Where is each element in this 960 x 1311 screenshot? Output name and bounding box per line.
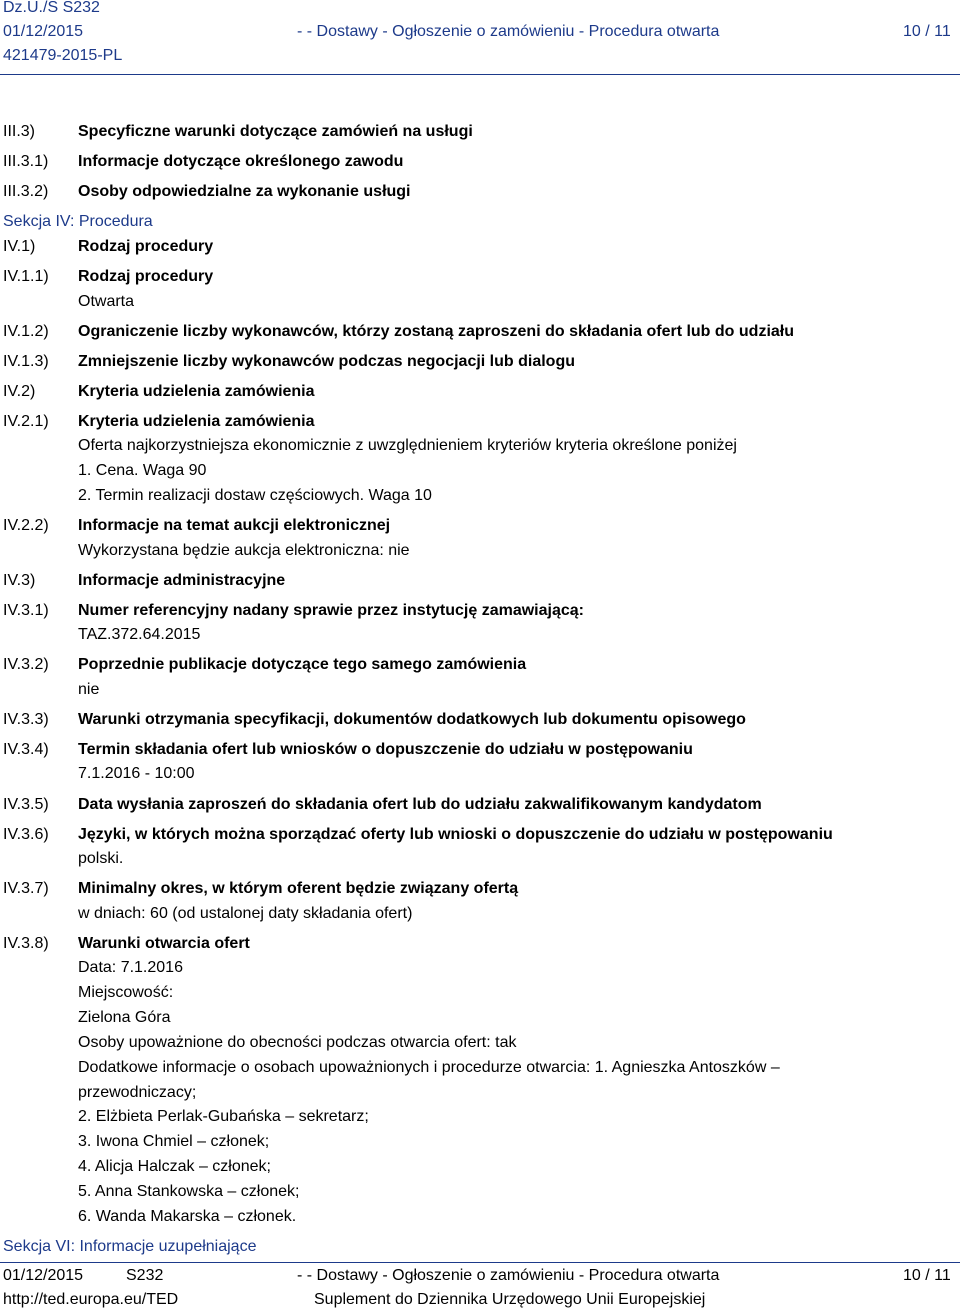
item-value: Zielona Góra	[78, 1009, 171, 1026]
item-value: 1. Cena. Waga 90	[78, 462, 207, 479]
item-heading: Informacje dotyczące określonego zawodu	[78, 153, 404, 170]
item-value: 6. Wanda Makarska – członek.	[78, 1208, 297, 1225]
item-heading: Kryteria udzielenia zamówienia	[78, 383, 315, 400]
section-number: IV.3.8)	[3, 935, 49, 952]
section-number: IV.1.3)	[3, 353, 49, 370]
footer-divider	[0, 1262, 960, 1263]
item-value: 2. Elżbieta Perlak-Gubańska – sekretarz;	[78, 1108, 369, 1125]
item-value: 3. Iwona Chmiel – członek;	[78, 1133, 270, 1150]
section-number: IV.3.7)	[3, 880, 49, 897]
item-value: Otwarta	[78, 293, 135, 310]
section-number: IV.3.2)	[3, 656, 49, 673]
item-value: 4. Alicja Halczak – członek;	[78, 1158, 271, 1175]
section-number: III.3.2)	[3, 183, 49, 200]
item-heading: Data wysłania zaproszeń do składania ofert lub do udziału zakwalifikowanym kandydatom	[78, 796, 762, 813]
footer-title: - - Dostawy - Ogłoszenie o zamówieniu - Procedura otwarta	[297, 1267, 720, 1284]
item-value: Oferta najkorzystniejsza ekonomicznie z uwzględnieniem kryteriów kryteria określone poniżej	[78, 437, 737, 454]
section-heading: Sekcja VI: Informacje uzupełniające	[3, 1238, 257, 1255]
item-heading: Numer referencyjny nadany sprawie przez instytucję zamawiającą:	[78, 602, 584, 619]
footer-page-number: 10 / 11	[903, 1267, 951, 1284]
item-heading: Termin składania ofert lub wniosków o dopuszczenie do udziału w postępowaniu	[78, 741, 693, 758]
item-heading: Kryteria udzielenia zamówienia	[78, 413, 315, 430]
item-value: 2. Termin realizacji dostaw częściowych. Waga 10	[78, 487, 432, 504]
header-page-number: 10 / 11	[903, 23, 951, 40]
item-heading: Specyficzne warunki dotyczące zamówień na usługi	[78, 123, 473, 140]
section-number: III.3.1)	[3, 153, 49, 170]
item-heading: Informacje na temat aukcji elektronicznej	[78, 517, 391, 534]
item-value: w dniach: 60 (od ustalonej daty składania ofert)	[78, 905, 413, 922]
header-title: - - Dostawy - Ogłoszenie o zamówieniu - Procedura otwarta	[297, 23, 720, 40]
section-number: IV.3.1)	[3, 602, 49, 619]
item-heading: Poprzednie publikacje dotyczące tego samego zamówienia	[78, 656, 527, 673]
item-value: polski.	[78, 850, 124, 867]
footer-supplement: Suplement do Dziennika Urzędowego Unii Europejskiej	[314, 1291, 706, 1308]
section-number: IV.3.5)	[3, 796, 49, 813]
section-number: IV.1)	[3, 238, 36, 255]
section-number: IV.2.1)	[3, 413, 49, 430]
footer-date: 01/12/2015	[3, 1267, 84, 1284]
item-heading: Rodzaj procedury	[78, 238, 214, 255]
section-number: IV.2)	[3, 383, 36, 400]
item-heading: Rodzaj procedury	[78, 268, 214, 285]
section-number: IV.3.4)	[3, 741, 49, 758]
section-number: IV.3.6)	[3, 826, 49, 843]
item-value: Data: 7.1.2016	[78, 959, 183, 976]
journal-ref: Dz.U./S S232	[3, 0, 100, 16]
item-value: TAZ.372.64.2015	[78, 626, 201, 643]
section-number: IV.1.2)	[3, 323, 49, 340]
item-heading: Zmniejszenie liczby wykonawców podczas negocjacji lub dialogu	[78, 353, 575, 370]
item-value: nie	[78, 681, 100, 698]
item-heading: Ograniczenie liczby wykonawców, którzy zostaną zaproszeni do składania ofert lub do udziału	[78, 323, 794, 340]
section-heading: Sekcja IV: Procedura	[3, 213, 153, 230]
item-value: 7.1.2016 - 10:00	[78, 765, 195, 782]
item-heading: Języki, w których można sporządzać oferty lub wnioski o dopuszczenie do udziału w postępowaniu	[78, 826, 833, 843]
section-number: IV.1.1)	[3, 268, 49, 285]
item-value: przewodniczacy;	[78, 1084, 197, 1101]
item-value: 5. Anna Stankowska – członek;	[78, 1183, 300, 1200]
item-heading: Warunki otwarcia ofert	[78, 935, 250, 952]
footer-journal: S232	[126, 1267, 164, 1284]
item-value: Miejscowość:	[78, 984, 174, 1001]
item-value: Dodatkowe informacje o osobach upoważnionych i procedurze otwarcia: 1. Agnieszka Antoszków –	[78, 1059, 780, 1076]
item-heading: Osoby odpowiedzialne za wykonanie usługi	[78, 183, 411, 200]
item-value: Wykorzystana będzie aukcja elektroniczna: nie	[78, 542, 410, 559]
section-number: IV.2.2)	[3, 517, 49, 534]
section-number: III.3)	[3, 123, 36, 140]
notice-id: 421479-2015-PL	[3, 47, 123, 64]
item-heading: Informacje administracyjne	[78, 572, 286, 589]
header-date: 01/12/2015	[3, 23, 84, 40]
section-number: IV.3)	[3, 572, 36, 589]
header-divider	[0, 74, 960, 75]
section-number: IV.3.3)	[3, 711, 49, 728]
footer-url[interactable]: http://ted.europa.eu/TED	[3, 1291, 179, 1308]
item-heading: Minimalny okres, w którym oferent będzie związany ofertą	[78, 880, 519, 897]
item-value: Osoby upoważnione do obecności podczas otwarcia ofert: tak	[78, 1034, 517, 1051]
item-heading: Warunki otrzymania specyfikacji, dokumentów dodatkowych lub dokumentu opisowego	[78, 711, 746, 728]
